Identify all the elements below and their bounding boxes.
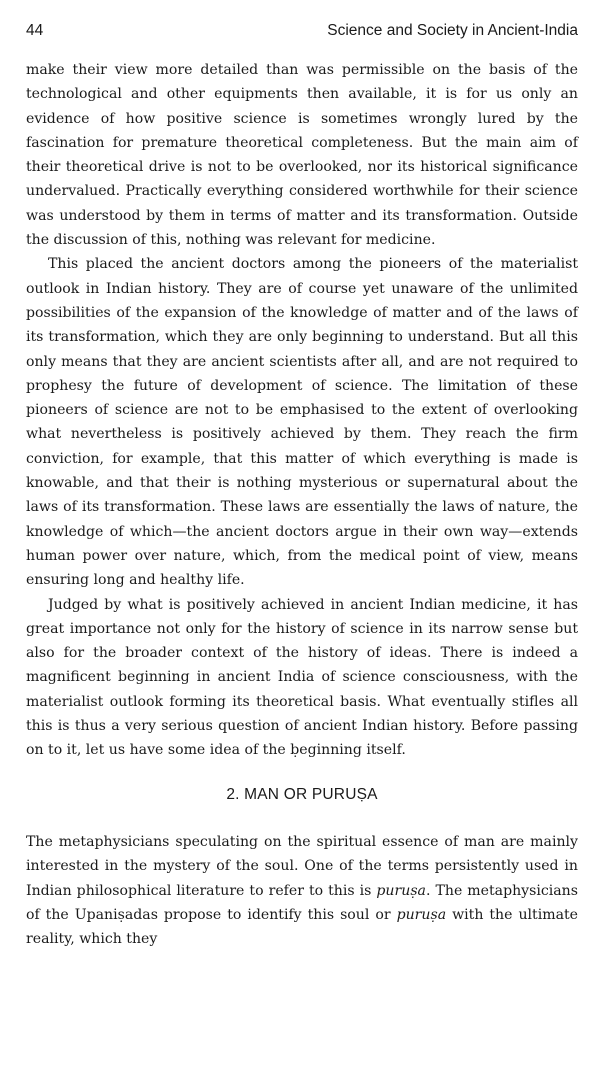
italic-term: puruṣa xyxy=(376,882,426,899)
paragraph-group xyxy=(26,58,578,763)
text-segment: with the ultimate reality, which they xyxy=(26,906,578,948)
paragraph xyxy=(26,830,578,951)
page-number: 44 xyxy=(26,22,44,39)
running-header xyxy=(26,22,578,48)
paragraph xyxy=(26,252,578,592)
text-segment: make their view more detailed than was permissible on the basis of the technological and other equipments then available, it is for us only an evidence of how positive science is sometimes wrongly lured by the fascination for premature theoretical completeness. But the main aim of their theoretical drive is not to be overlooked, nor its historical significance undervalued. Practically everything considered worthwhile for their science was understood by them in terms of matter and its transformation. Outside the discussion of this, nothing was relevant for medicine. xyxy=(26,62,578,249)
text-segment: The metaphysicians speculating on the spiritual essence of man are mainly interested in the mystery of the soul. One of the terms persistently used in Indian philosophical literature to refer to this is xyxy=(26,833,578,899)
text-segment: This placed the ancient doctors among the pioneers of the materialist outlook in Indian history. They are of course yet unaware of the unlimited possibilities of the expansion of the knowledge of matter and of the laws of its transformation, which they are only beginning to understand. But all this only means that they are ancient scientists after all, and are not required to prophesy the future of development of science. The limitation of these pioneers of science are not to be emphasised to the extent of overlooking what nevertheless is positively achieved by them. They reach the firm conviction, for example, that this matter of which everything is made is knowable, and that their is nothing mysterious or supernatural about the laws of its transformation. These laws are essentially the laws of nature, the knowledge of which—the ancient doctors argue in their own way—extends human power over nature, which, from the medical point of view, means ensuring long and healthy life. xyxy=(26,256,578,589)
text-segment: Judged by what is positively achieved in ancient Indian medicine, it has great importance not only for the history of science in its narrow sense but also for the broader context of the history of ideas. There is indeed a magnificent beginning in ancient India of science consciousness, with the materialist outlook forming its theoretical basis. What eventually stifles all this is thus a very serious question of ancient Indian history. Before passing on to it, let us have some idea of the ḅeginning itself. xyxy=(26,596,578,759)
body-text xyxy=(26,58,578,951)
italic-term: puruṣa xyxy=(396,906,447,923)
book-page xyxy=(26,22,578,951)
running-title: Science and Society in Ancient-India xyxy=(327,22,578,39)
paragraph-group xyxy=(26,830,578,951)
paragraph xyxy=(26,58,578,252)
text-segment: . The metaphysicians of the Upaniṣadas propose to identify this soul or xyxy=(26,882,578,923)
section-heading: 2. MAN OR PURUṢA xyxy=(226,785,378,803)
paragraph xyxy=(26,593,578,763)
